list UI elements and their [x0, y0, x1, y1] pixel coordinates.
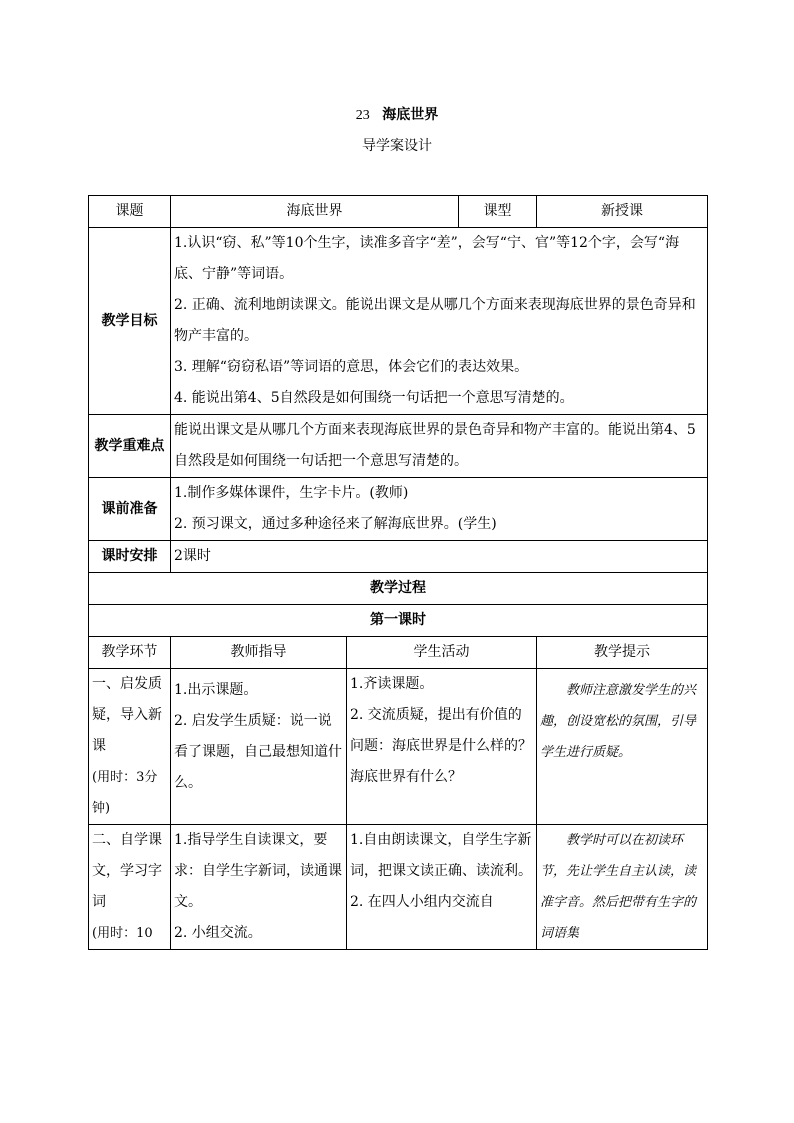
column-header-row: [89, 637, 708, 669]
tips-cell: [537, 669, 708, 825]
col-teacher-header: 教师指导: [171, 637, 347, 669]
key-row: [89, 415, 708, 478]
goal-item: 4. 能说出第4、5自然段是如何围绕一句话把一个意思写清楚的。: [174, 390, 574, 406]
student-step: 2. 在四人小组内交流自: [350, 894, 494, 910]
goal-item: 1.认识“窃、私”等10个生字，读准多音字“差”，会写“宁、官”等12个字，会写“海底、宁静”等词语。: [174, 235, 680, 282]
stage-name: 二、自学课文，学习字词: [92, 832, 162, 910]
process-row: [89, 573, 708, 605]
prep-item: 2. 预习课文，通过多种途径来了解海底世界。(学生): [174, 516, 497, 532]
goal-item: 3. 理解“窃窃私语”等词语的意思，体会它们的表达效果。: [174, 359, 529, 375]
student-cell: [347, 825, 537, 950]
stage-cell: [89, 669, 171, 825]
type-value: 新授课: [537, 196, 708, 228]
goals-cell: [171, 228, 708, 415]
goals-row: [89, 228, 708, 415]
stage-name: 一、启发质疑，导入新课: [92, 676, 162, 754]
tips-text: 教师注意激发学生的兴趣，创设宽松的氛围，引导学生进行质疑。: [540, 683, 697, 760]
period-label: 第一课时: [89, 605, 708, 637]
lesson-title: 海底世界: [382, 107, 439, 123]
teacher-step: 2. 启发学生质疑：说一说看了课题，自己最想知道什么。: [174, 713, 342, 791]
col-student-header: 学生活动: [347, 637, 537, 669]
goal-item: 2. 正确、流利地朗读课文。能说出课文是从哪几个方面来表现海底世界的景色奇异和物产丰富的。: [174, 297, 696, 344]
table-row: [89, 825, 708, 950]
lesson-heading: [0, 104, 794, 124]
teacher-step: 1.指导学生自读课文，要求：自学生字新词，读通课文。: [174, 832, 342, 910]
student-step: 2. 交流质疑，提出有价值的问题：海底世界是什么样的？海底世界有什么？: [350, 707, 532, 785]
topic-label: 课题: [89, 196, 171, 228]
tips-cell: [537, 825, 708, 950]
lesson-number: 23: [355, 108, 370, 123]
prep-cell: [171, 478, 708, 541]
prep-label: 课前准备: [89, 478, 171, 541]
student-step: 1.齐读课题。: [350, 676, 434, 692]
time-label: 课时安排: [89, 541, 171, 573]
student-cell: [347, 669, 537, 825]
prep-row: [89, 478, 708, 541]
key-label: 教学重难点: [89, 415, 171, 478]
teacher-step: 1.出示课题。: [174, 682, 258, 698]
col-stage-header: 教学环节: [89, 637, 171, 669]
topic-value: 海底世界: [171, 196, 459, 228]
time-row: [89, 541, 708, 573]
goals-label: 教学目标: [89, 228, 171, 415]
tips-text: 教学时可以在初读环节，先让学生自主认读，读准字音。然后把带有生字的词语集: [540, 833, 697, 941]
student-step: 1.自由朗读课文，自学生字新词，把课文读正确、读流利。: [350, 832, 532, 879]
process-label: 教学过程: [89, 573, 708, 605]
col-tips-header: 教学提示: [537, 637, 708, 669]
period-row: [89, 605, 708, 637]
type-label: 课型: [459, 196, 537, 228]
stage-cell: [89, 825, 171, 950]
stage-time: (用时：3分钟): [92, 770, 158, 816]
teacher-cell: [171, 669, 347, 825]
teacher-cell: [171, 825, 347, 950]
prep-item: 1.制作多媒体课件，生字卡片。(教师): [174, 485, 409, 501]
stage-time: (用时：10: [92, 926, 153, 941]
time-value: 2课时: [171, 541, 708, 573]
doc-subtitle: 导学案设计: [362, 138, 432, 154]
table-row: [89, 669, 708, 825]
key-value: 能说出课文是从哪几个方面来表现海底世界的景色奇异和物产丰富的。能说出第4、5自然段是如何围绕一句话把一个意思写清楚的。: [171, 415, 708, 478]
topic-row: [89, 196, 708, 228]
lesson-plan-table: [88, 195, 708, 950]
teacher-step: 2. 小组交流。: [174, 925, 262, 941]
